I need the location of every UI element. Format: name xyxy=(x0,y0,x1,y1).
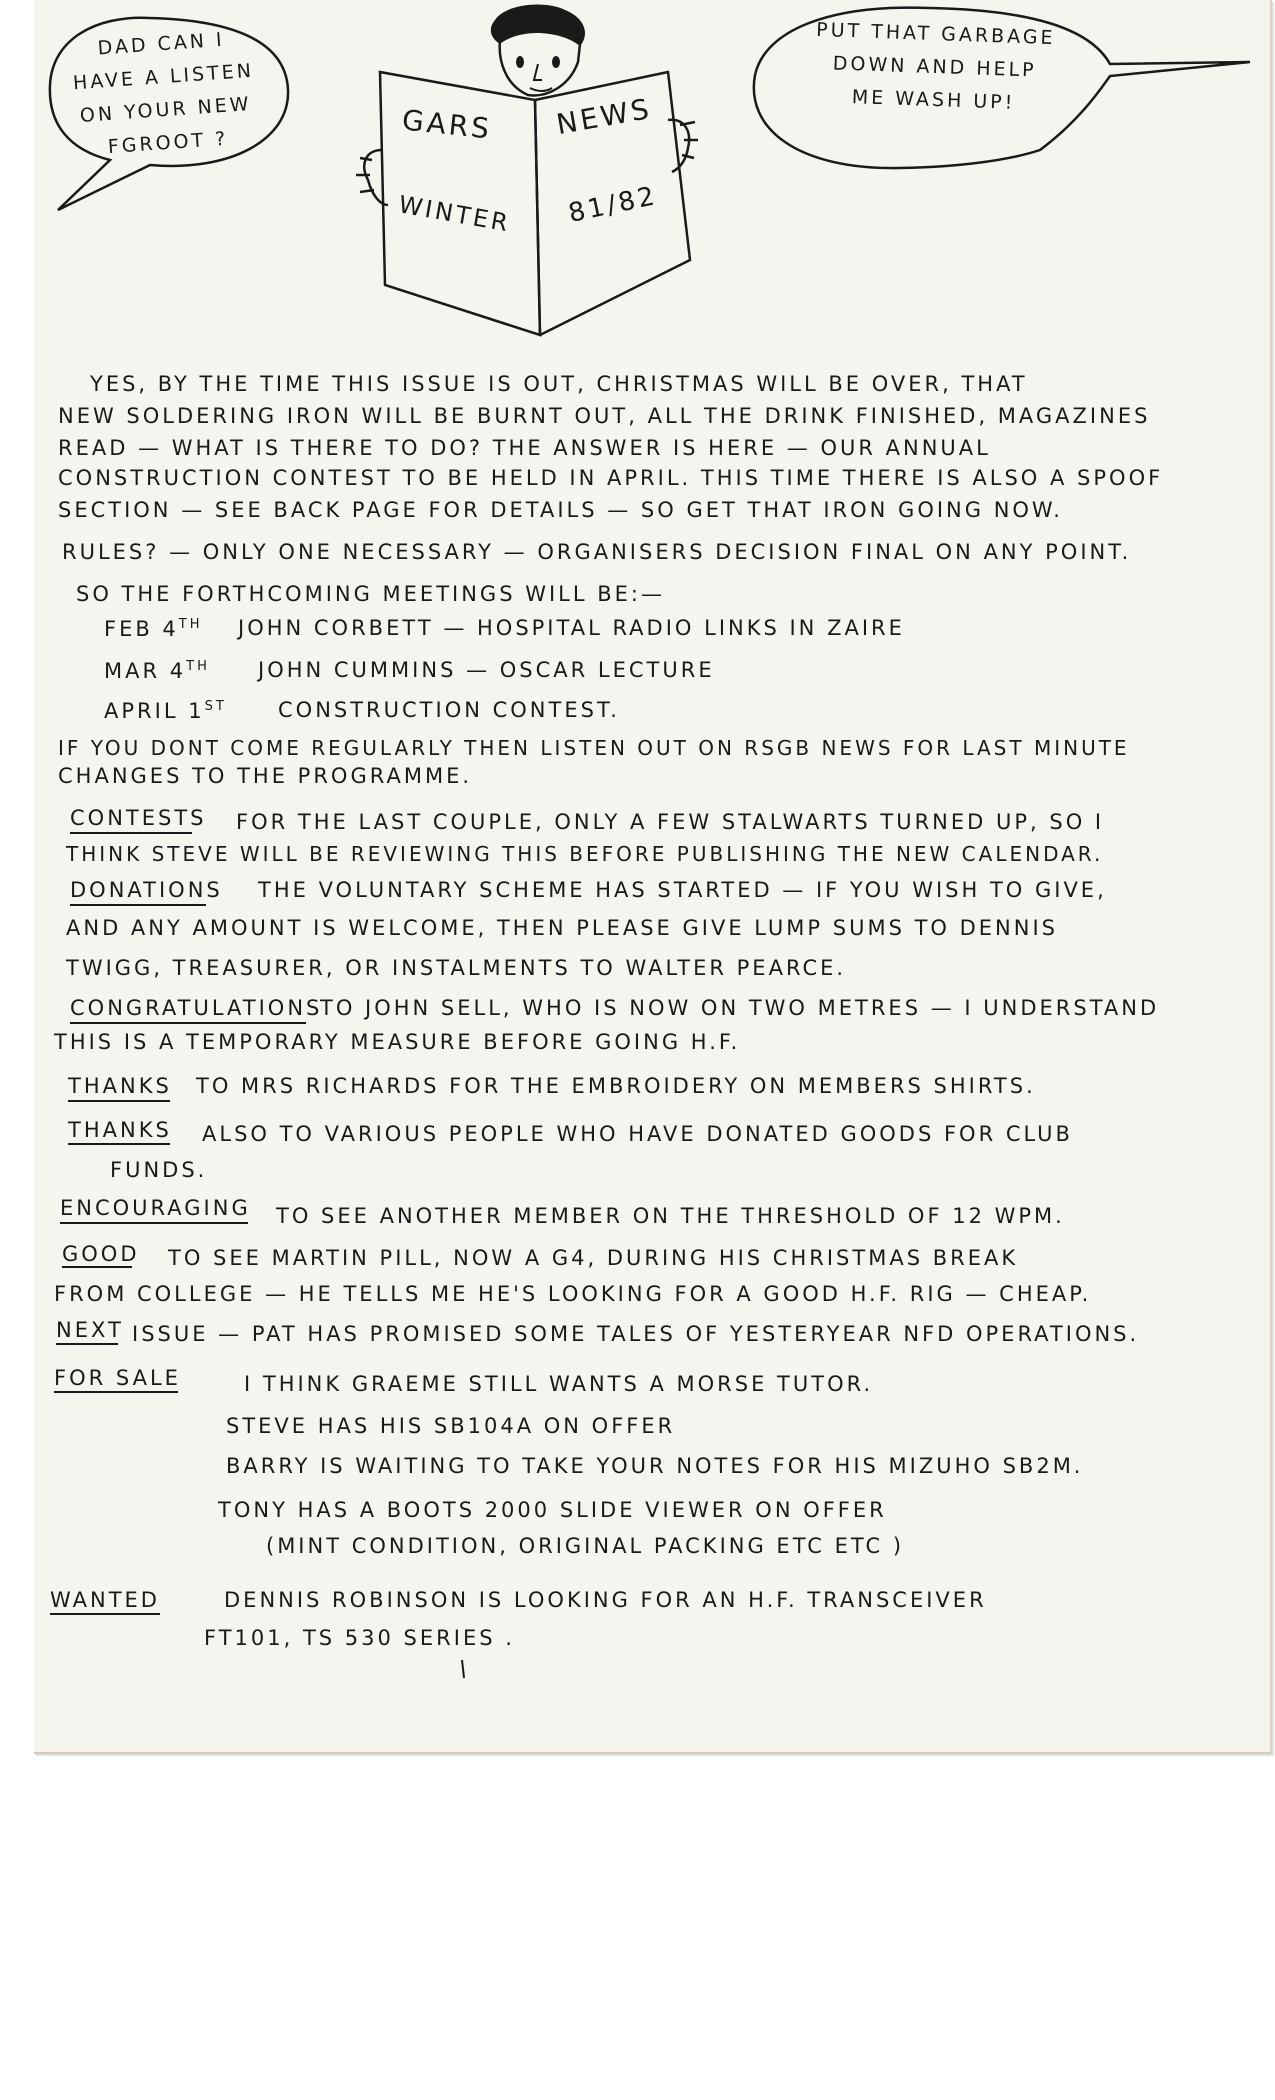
for-sale-item: STEVE HAS HIS SB104A ON OFFER xyxy=(226,1414,676,1438)
good-label: GOOD xyxy=(62,1242,140,1266)
donations-label: DONATIONS xyxy=(70,878,223,902)
congratulations-line: THIS IS A TEMPORARY MEASURE BEFORE GOING H.F. xyxy=(54,1030,741,1054)
contests-line: FOR THE LAST COUPLE, ONLY A FEW STALWARTS TURNED UP, SO I xyxy=(236,810,1105,834)
meeting-text: JOHN CORBETT — HOSPITAL RADIO LINKS IN ZAIRE xyxy=(238,616,905,640)
intro-line: YES, BY THE TIME THIS ISSUE IS OUT, CHRISTMAS WILL BE OVER, THAT xyxy=(90,372,1028,396)
left-bubble-line: ON YOUR NEW xyxy=(79,92,253,127)
meeting-date xyxy=(104,618,203,640)
encouraging-label: ENCOURAGING xyxy=(60,1196,251,1220)
rules-line: RULES? — ONLY ONE NECESSARY — ORGANISERS DECISION FINAL ON ANY POINT. xyxy=(62,540,1132,564)
meeting-date-text: FEB 4 xyxy=(104,617,179,641)
right-bubble-line: PUT THAT GARBAGE xyxy=(815,18,1056,50)
intro-line: NEW SOLDERING IRON WILL BE BURNT OUT, ALL THE DRINK FINISHED, MAGAZINES xyxy=(58,404,1151,428)
newspaper-subtitle-right: 81/82 xyxy=(565,180,661,230)
newspaper-title-right: NEWS xyxy=(553,91,655,142)
thanks-line: FUNDS. xyxy=(110,1158,208,1182)
next-line: ISSUE — PAT HAS PROMISED SOME TALES OF YESTERYEAR NFD OPERATIONS. xyxy=(132,1322,1140,1346)
good-line: FROM COLLEGE — HE TELLS ME HE'S LOOKING FOR A GOOD H.F. RIG — CHEAP. xyxy=(54,1282,1092,1306)
right-bubble-line: ME WASH UP! xyxy=(851,86,1016,114)
thanks-label: THANKS xyxy=(68,1074,172,1098)
right-bubble-line: DOWN AND HELP xyxy=(832,52,1037,82)
encouraging-line: TO SEE ANOTHER MEMBER ON THE THRESHOLD OF 12 WPM. xyxy=(276,1204,1065,1228)
meeting-date-suffix: TH xyxy=(186,659,210,674)
next-label: NEXT xyxy=(56,1318,124,1342)
thanks-label: THANKS xyxy=(68,1118,172,1142)
left-bubble-text xyxy=(70,22,260,166)
left-bubble-line: DAD CAN I xyxy=(96,28,226,60)
thanks-line: ALSO TO VARIOUS PEOPLE WHO HAVE DONATED GOODS FOR CLUB xyxy=(202,1122,1073,1146)
wanted-label: WANTED xyxy=(50,1588,160,1612)
meeting-date-text: APRIL 1 xyxy=(104,699,205,723)
left-bubble-line: HAVE A LISTEN xyxy=(72,59,255,95)
congratulations-label: CONGRATULATIONS xyxy=(70,996,323,1020)
intro-line: READ — WHAT IS THERE TO DO? THE ANSWER IS HERE — OUR ANNUAL xyxy=(58,436,991,460)
for-sale-label: FOR SALE xyxy=(54,1366,181,1390)
rsgb-line: CHANGES TO THE PROGRAMME. xyxy=(58,764,473,788)
for-sale-item: BARRY IS WAITING TO TAKE YOUR NOTES FOR HIS MIZUHO SB2M. xyxy=(226,1454,1084,1478)
meeting-date-suffix: TH xyxy=(178,617,203,632)
meeting-text: JOHN CUMMINS — OSCAR LECTURE xyxy=(258,658,715,682)
meeting-date-text: MAR 4 xyxy=(104,659,187,683)
left-bubble-line: FGROOT ? xyxy=(107,127,229,159)
wanted-line: DENNIS ROBINSON IS LOOKING FOR AN H.F. TRANSCEIVER xyxy=(224,1588,987,1612)
meeting-date-suffix: ST xyxy=(204,699,227,714)
meetings-intro: SO THE FORTHCOMING MEETINGS WILL BE:— xyxy=(76,582,665,606)
contests-label: CONTESTS xyxy=(70,806,207,830)
donations-line: AND ANY AMOUNT IS WELCOME, THEN PLEASE GIVE LUMP SUMS TO DENNIS xyxy=(66,916,1058,940)
donations-line: THE VOLUNTARY SCHEME HAS STARTED — IF YOU WISH TO GIVE, xyxy=(258,878,1107,902)
meeting-date xyxy=(104,660,210,682)
intro-line: CONSTRUCTION CONTEST TO BE HELD IN APRIL. THIS TIME THERE IS ALSO A SPOOF xyxy=(58,466,1164,490)
newspaper-title-left: GARS xyxy=(400,103,494,146)
intro-line: SECTION — SEE BACK PAGE FOR DETAILS — SO GET THAT IRON GOING NOW. xyxy=(58,498,1063,522)
stray-mark xyxy=(462,1660,464,1678)
rsgb-line: IF YOU DONT COME REGULARLY THEN LISTEN OUT ON RSGB NEWS FOR LAST MINUTE xyxy=(58,736,1130,760)
good-line: TO SEE MARTIN PILL, NOW A G4, DURING HIS CHRISTMAS BREAK xyxy=(168,1246,1019,1270)
congratulations-line: TO JOHN SELL, WHO IS NOW ON TWO METRES — I UNDERSTAND xyxy=(320,996,1160,1020)
wanted-line: FT101, TS 530 SERIES . xyxy=(204,1626,515,1650)
newspaper-subtitle-left: WINTER xyxy=(396,190,513,238)
label-underlines xyxy=(50,833,306,1614)
thanks-line: TO MRS RICHARDS FOR THE EMBROIDERY ON MEMBERS SHIRTS. xyxy=(196,1074,1036,1098)
for-sale-item: (MINT CONDITION, ORIGINAL PACKING ETC ETC ) xyxy=(266,1534,905,1558)
for-sale-item: I THINK GRAEME STILL WANTS A MORSE TUTOR. xyxy=(244,1372,874,1396)
reader-figure xyxy=(491,5,585,96)
donations-line: TWIGG, TREASURER, OR INSTALMENTS TO WALTER PEARCE. xyxy=(66,956,847,980)
meeting-text: CONSTRUCTION CONTEST. xyxy=(278,698,620,722)
contests-line: THINK STEVE WILL BE REVIEWING THIS BEFORE PUBLISHING THE NEW CALENDAR. xyxy=(66,842,1104,866)
right-bubble-text xyxy=(813,14,1056,121)
for-sale-item: TONY HAS A BOOTS 2000 SLIDE VIEWER ON OFFER xyxy=(218,1498,887,1522)
meeting-date xyxy=(104,700,227,722)
